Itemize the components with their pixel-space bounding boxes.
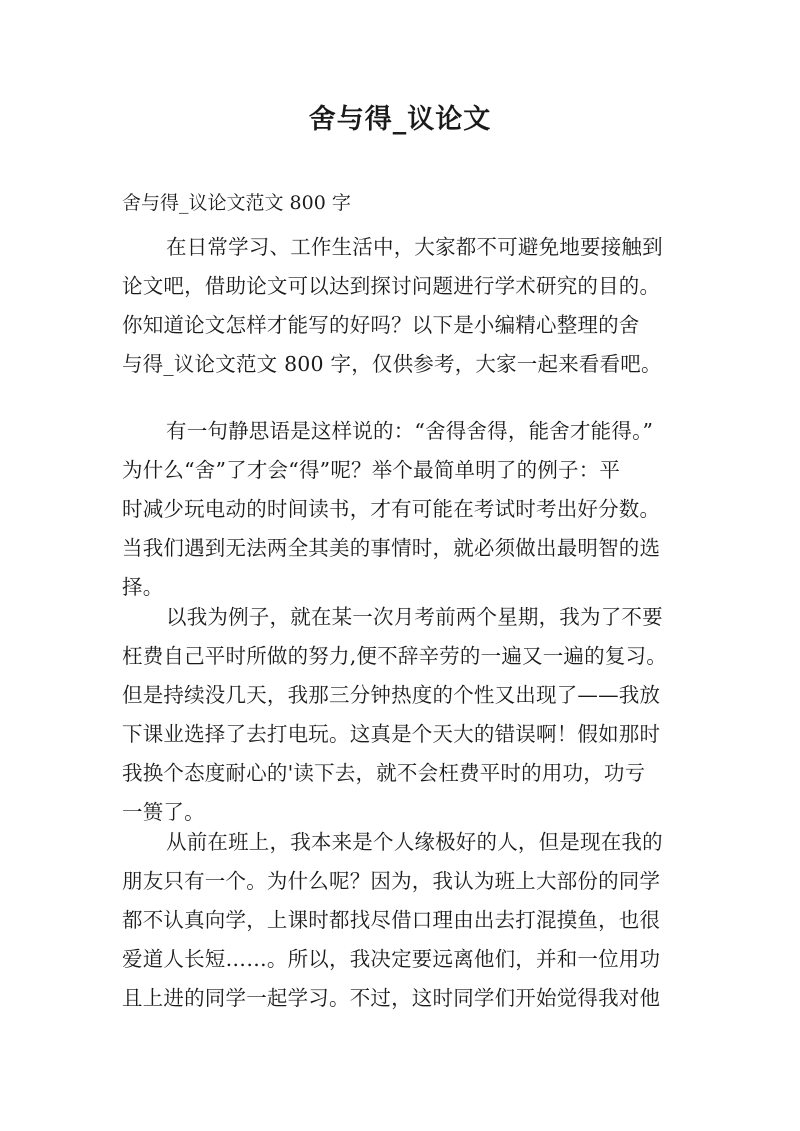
paragraph-line: 为什么“舍”了才会“得”呢？举个最简单明了的例子：平 — [122, 458, 621, 482]
paragraph-line: 时减少玩电动的时间读书，才有可能在考试时考出好分数。 — [122, 497, 661, 521]
paragraph-line: 枉费自己平时所做的努力,便不辞辛劳的一遍又一遍的复习。 — [122, 644, 667, 668]
paragraph-example — [122, 598, 687, 832]
paragraph-line: 且上进的同学一起学习。不过，这时同学们开始觉得我对他 — [122, 986, 661, 1010]
paragraph-line: 在日常学习、工作生活中，大家都不可避免地要接触到 — [166, 235, 663, 259]
paragraph-line: 都不认真向学，上课时都找尽借口理由出去打混摸鱼，也很 — [122, 908, 661, 932]
paragraph-line: 一篑了。 — [122, 800, 205, 824]
paragraph-line: 当我们遇到无法两全其美的事情时，就必须做出最明智的选 — [122, 536, 661, 560]
paragraph-line: 以我为例子，就在某一次月考前两个星期，我为了不要 — [166, 605, 663, 629]
paragraph-intro — [122, 228, 687, 384]
paragraph-line: 但是持续没几天，我那三分钟热度的个性又出现了——我放 — [122, 683, 661, 707]
paragraph-line: 论文吧，借助论文可以达到探讨问题进行学术研究的目的。 — [122, 274, 661, 298]
paragraph-line: 择。 — [122, 575, 164, 599]
paragraph-line: 爱道人长短……。所以，我决定要远离他们，并和一位用功 — [122, 947, 661, 971]
paragraph-line: 我换个态度耐心的'读下去，就不会枉费平时的用功，功亏 — [122, 761, 646, 785]
document-title: 舍与得_议论文 — [308, 104, 492, 135]
paragraph-line: 朋友只有一个。为什么呢？因为，我认为班上大部份的同学 — [122, 869, 661, 893]
paragraph-line: 下课业选择了去打电玩。这真是个天大的错误啊！假如那时 — [122, 722, 661, 746]
paragraph-line: 从前在班上，我本来是个人缘极好的人，但是现在我的 — [166, 830, 663, 854]
paragraph-friends — [122, 823, 687, 1018]
paragraph-line: 你知道论文怎样才能写的好吗？以下是小编精心整理的舍 — [122, 313, 640, 337]
paragraph-line: 与得_议论文范文 800 字，仅供参考，大家一起来看看吧。 — [122, 352, 662, 376]
paragraph-quote — [122, 412, 687, 607]
document-subtitle: 舍与得_议论文范文 800 字 — [122, 192, 351, 214]
paragraph-line: 有一句静思语是这样说的：“舍得舍得，能舍才能得。” — [166, 419, 654, 443]
